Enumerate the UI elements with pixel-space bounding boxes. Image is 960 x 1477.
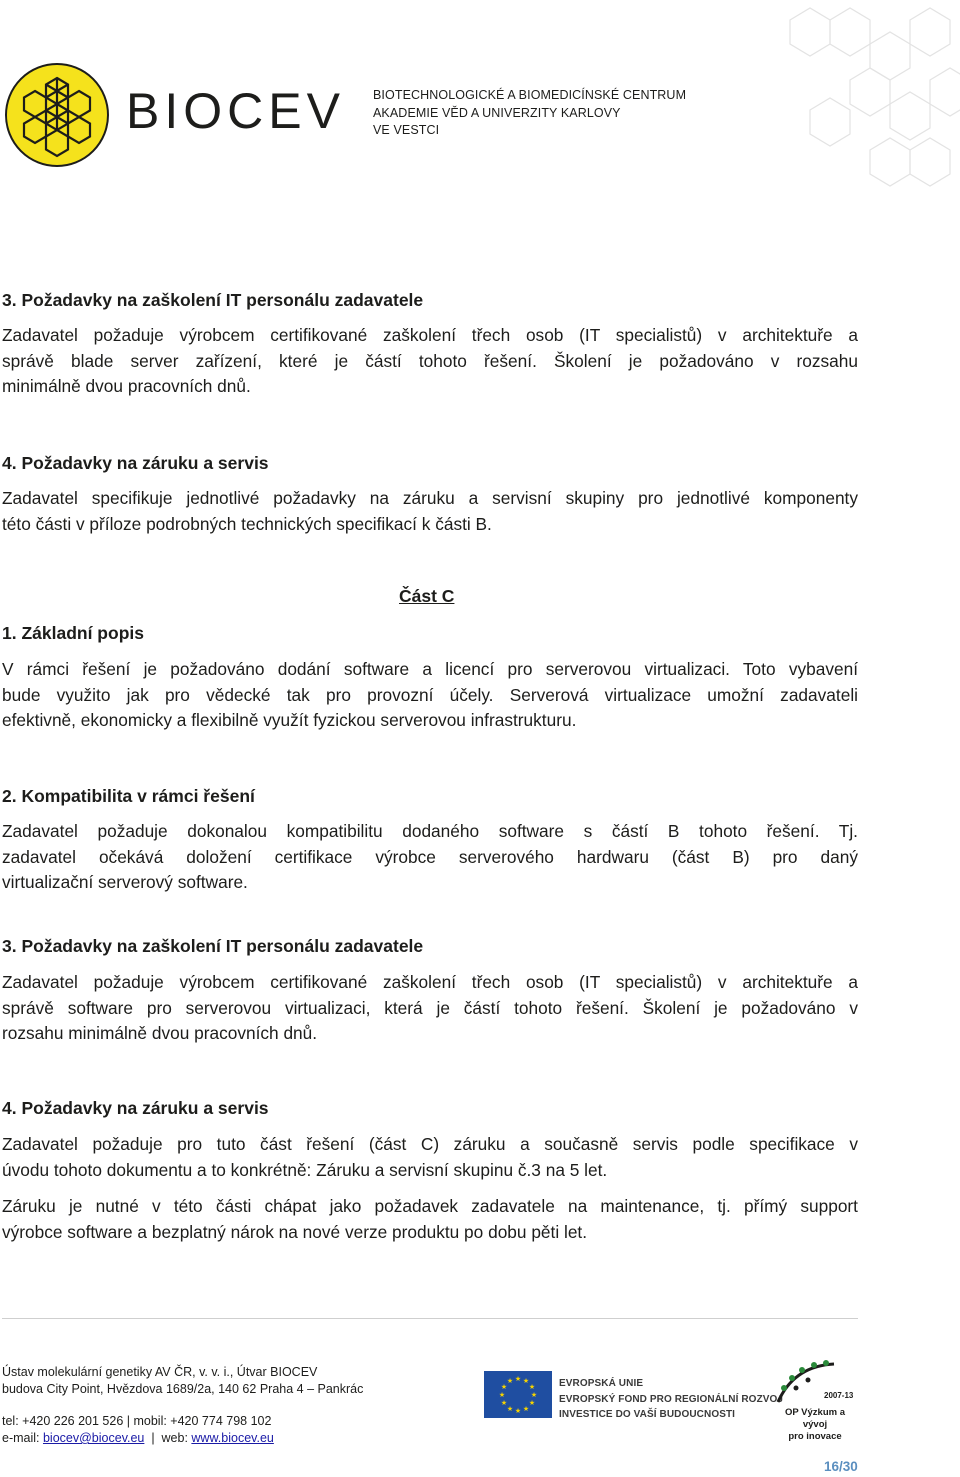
email-label: e-mail: xyxy=(2,1431,43,1445)
op-line: OP Výzkum a vývoj xyxy=(784,1407,846,1430)
op-line: pro inovace xyxy=(788,1431,842,1442)
op-vavpi-logo-icon xyxy=(774,1358,860,1406)
footer-address-line: budova City Point, Hvězdova 1689/2a, 140 62 Praha 4 – Pankrác xyxy=(2,1382,364,1396)
svg-text:★: ★ xyxy=(514,1407,522,1415)
footer-phone: tel: +420 226 201 526 | mobil: +420 774 798 102 xyxy=(2,1414,272,1428)
text-line: V rámci řešení je požadováno dodání software a licencí pro serverovou virtualizaci. Toto vybavení xyxy=(2,659,858,679)
logo-wordmark: BIOCEV xyxy=(126,83,345,139)
svg-text:★: ★ xyxy=(498,1391,506,1399)
eu-line: INVESTICE DO VAŠÍ BUDOUCNOSTI xyxy=(559,1409,736,1420)
eu-fund-text xyxy=(559,1376,783,1423)
svg-text:★: ★ xyxy=(506,1377,514,1385)
section-heading: 2. Kompatibilita v rámci řešení xyxy=(2,786,255,806)
text-line: rozsahu minimálně dvou pracovních dnů. xyxy=(2,1023,318,1043)
op-vavpi-text xyxy=(772,1407,858,1443)
text-line: Zadavatel požaduje pro tuto část řešení (část C) záruku a současně servis podle specifikace v xyxy=(2,1134,858,1154)
paragraph xyxy=(2,323,858,400)
svg-text:★: ★ xyxy=(528,1383,536,1391)
part-title: Část C xyxy=(399,586,455,606)
svg-text:★: ★ xyxy=(528,1399,536,1407)
institution-name xyxy=(373,87,686,140)
text-line: Zadavatel požaduje výrobcem certifikované zaškolení třech osob (IT specialistů) v architektuře a xyxy=(2,325,858,345)
paragraph xyxy=(2,1194,858,1245)
biocev-logo-icon xyxy=(4,62,110,168)
op-years: 2007-13 xyxy=(824,1391,854,1400)
svg-text:★: ★ xyxy=(506,1405,514,1413)
paragraph xyxy=(2,1132,858,1183)
text-line: úvodu tohoto dokumentu a to konkrétně: Záruku a servisní skupinu č.3 na 5 let. xyxy=(2,1159,608,1180)
section-heading: 3. Požadavky na zaškolení IT personálu zadavatele xyxy=(2,290,424,310)
text-line: minimálně dvou pracovních dnů. xyxy=(2,376,251,396)
text-line: Zadavatel požaduje výrobcem certifikované zaškolení třech osob (IT specialistů) v architektuře a xyxy=(2,972,858,992)
text-line: zadavatel očekává doložení certifikace výrobce serverového hardwaru (část B) pro daný xyxy=(2,846,858,867)
institution-line: AKADEMIE VĚD A UNIVERZITY KARLOVY xyxy=(373,105,621,120)
text-line: správě software pro serverovou virtualizaci, která je částí tohoto řešení. Školení je požadováno v xyxy=(2,997,858,1018)
text-line: bude využito jak pro vědecké tak pro provozní účely. Serverová virtualizace umožní zadavateli xyxy=(2,684,858,705)
email-link[interactable]: biocev@biocev.eu xyxy=(42,1431,145,1445)
eu-line: EVROPSKÝ FOND PRO REGIONÁLNÍ ROZVOJ xyxy=(559,1393,784,1405)
section-heading: 4. Požadavky na záruku a servis xyxy=(2,453,269,473)
svg-text:★: ★ xyxy=(530,1391,538,1399)
text-line: výrobce software a bezplatný nárok na nové verze produktu po dobu pěti let. xyxy=(2,1221,588,1242)
eu-line: EVROPSKÁ UNIE xyxy=(559,1378,644,1389)
footer-contact xyxy=(2,1430,274,1446)
eu-flag-icon xyxy=(484,1371,552,1418)
text-line: efektivně, ekonomicky a flexibilně využít fyzickou serverovou infrastrukturu. xyxy=(2,710,577,730)
text-line: Záruku je nutné v této části chápat jako požadavek zadavatele na maintenance, tj. přímý support xyxy=(2,1196,858,1216)
footer-address-line: Ústav molekulární genetiky AV ČR, v. v. i., Útvar BIOCEV xyxy=(2,1365,318,1379)
svg-text:★: ★ xyxy=(522,1405,530,1413)
web-label: | web: xyxy=(144,1431,192,1445)
paragraph xyxy=(2,657,858,734)
section-heading: 4. Požadavky na záruku a servis xyxy=(2,1098,269,1118)
paragraph xyxy=(2,819,858,896)
text-line: této části v příloze podrobných technických specifikací k části B. xyxy=(2,513,492,534)
text-line: Zadavatel požaduje dokonalou kompatibilitu dodaného software s částí B tohoto řešení. Tj. xyxy=(2,821,858,841)
paragraph xyxy=(2,970,858,1047)
text-line: Zadavatel specifikuje jednotlivé požadavky na záruku a servisní skupiny pro jednotlivé komponenty xyxy=(2,488,858,508)
paragraph xyxy=(2,486,858,537)
svg-text:★: ★ xyxy=(514,1375,522,1383)
text-line: správě blade server zařízení, které je částí tohoto řešení. Školení je požadováno v rozsahu xyxy=(2,350,858,371)
svg-text:★: ★ xyxy=(500,1383,508,1391)
text-line: virtualizační serverový software. xyxy=(2,872,248,892)
svg-text:★: ★ xyxy=(522,1377,530,1385)
biocev-logo xyxy=(4,60,345,170)
web-link[interactable]: www.biocev.eu xyxy=(191,1431,274,1445)
svg-text:★: ★ xyxy=(500,1399,508,1407)
footer-divider xyxy=(2,1318,858,1319)
institution-line: BIOTECHNOLOGICKÉ A BIOMEDICÍNSKÉ CENTRUM xyxy=(373,88,687,102)
section-heading: 1. Základní popis xyxy=(2,623,144,643)
page-number: 16/30 xyxy=(824,1459,858,1474)
section-heading: 3. Požadavky na zaškolení IT personálu zadavatele xyxy=(2,936,424,956)
institution-line: VE VESTCI xyxy=(373,123,440,137)
